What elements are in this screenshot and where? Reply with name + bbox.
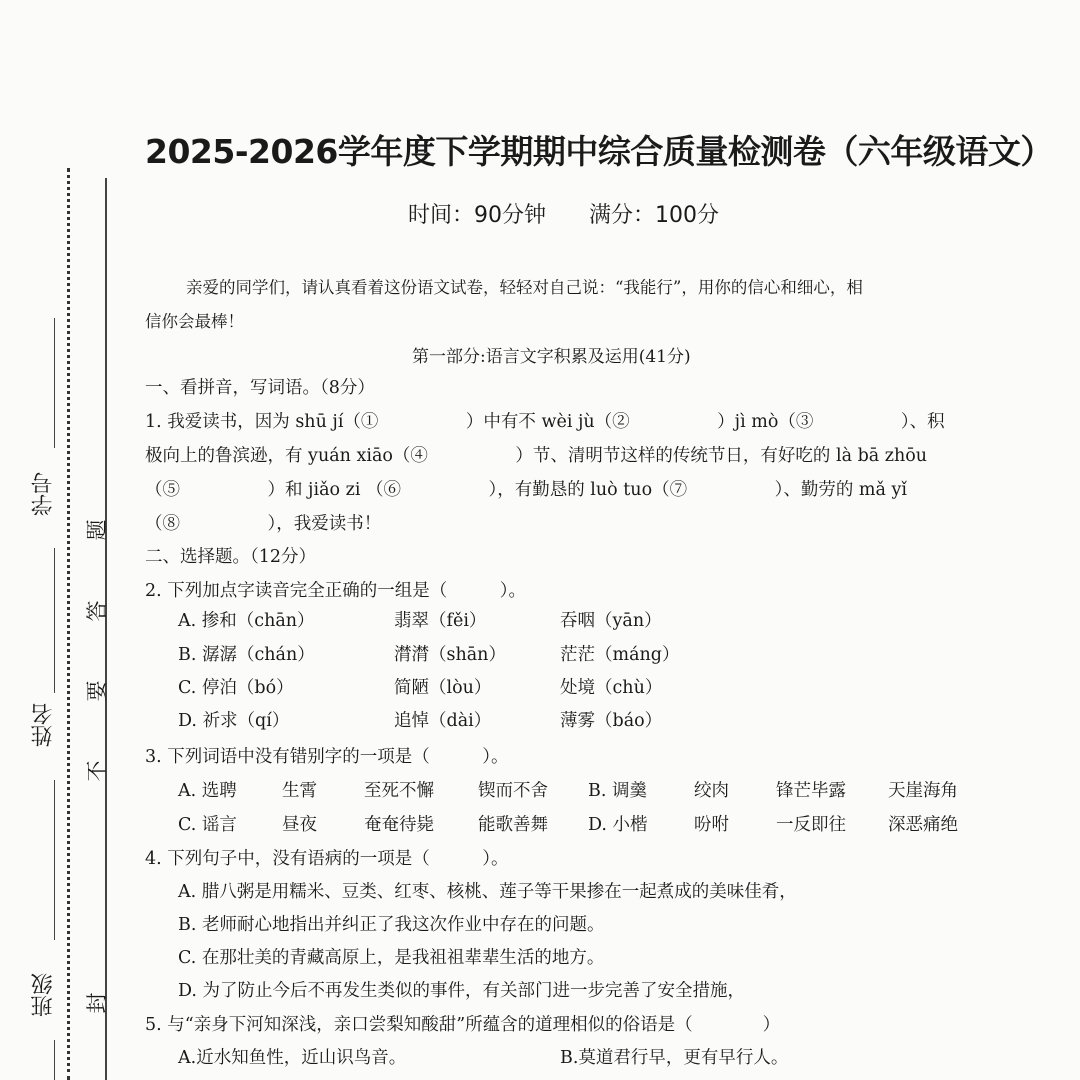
q3-word: 一反即往 — [776, 815, 846, 835]
q4-option: A. 腊八粥是用糯米、豆类、红枣、核桃、莲子等干果掺在一起煮成的美味佳肴， — [178, 882, 797, 902]
q3-word: 吩咐 — [694, 815, 729, 835]
q1-line: 极向上的鲁滨逊，有 yuán xiāo（④ ）节、清明节这样的传统节日，有好吃的 là bā zhōu — [145, 446, 928, 466]
q2-option: 茫茫（máng） — [560, 645, 680, 665]
q3-word: 深恶痛绝 — [888, 815, 958, 835]
student-id-label: 学号 — [31, 472, 56, 516]
q3-word: 天崖海角 — [888, 781, 958, 801]
q2-option: C. 停泊（bó） — [178, 678, 294, 698]
q3-word: 能歌善舞 — [478, 815, 548, 835]
q3-word: 昼夜 — [282, 815, 317, 835]
q1-line: （⑤ ）和 jiǎo zi （⑥ ），有勤恳的 luò tuo（⑦ ）、勤劳的 mǎ yǐ — [145, 480, 907, 500]
q2-option: 吞咽（yān） — [560, 611, 662, 631]
q2-option: 追悼（dài） — [394, 711, 492, 731]
margin-warning-char: 题 — [85, 519, 109, 541]
section-heading: 一、看拼音，写词语。（8分） — [145, 378, 375, 398]
binding-solid-line — [105, 178, 107, 1080]
q3-word: B. 调羹 — [588, 781, 647, 801]
name-label: 姓名 — [31, 703, 56, 747]
q3-word: 绞肉 — [694, 781, 729, 801]
exam-full-score: 满分：100分 — [589, 203, 719, 228]
q4-option: D. 为了防止今后不再发生类似的事件，有关部门进一步完善了安全措施， — [178, 981, 746, 1001]
q3-word: 生霄 — [282, 781, 317, 801]
q3-word: D. 小楷 — [588, 815, 648, 835]
q2-option-row — [178, 641, 680, 666]
q3-option-row — [178, 777, 958, 802]
exam-title: 2025-2026学年度下学期期中综合质量检测卷（六年级语文） — [145, 132, 1053, 171]
q2-option-row — [178, 674, 662, 699]
q5-option: B.莫道君行早，更有早行人。 — [560, 1048, 789, 1068]
q2-option: B. 潺潺（chán） — [178, 645, 315, 665]
class-label: 班级 — [31, 973, 56, 1017]
q2-option-row — [178, 607, 662, 632]
q4-option: C. 在那壮美的青藏高原上，是我祖祖辈辈生活的地方。 — [178, 948, 605, 968]
q3-word: 锲而不舍 — [478, 781, 548, 801]
binding-dotted-line — [67, 168, 70, 1080]
margin-warning-char: 封 — [85, 992, 109, 1014]
q5-stem: 5. 与“亲身下河知深浅，亲口尝梨知酸甜”所蕴含的道理相似的俗语是（ ） — [145, 1015, 781, 1035]
q2-option: A. 掺和（chān） — [178, 611, 315, 631]
exam-time: 时间：90分钟 — [408, 203, 546, 228]
intro-line: 亲爱的同学们，请认真看着这份语文试卷，轻轻对自己说：“我能行”，用你的信心和细心，相 — [186, 278, 863, 297]
q3-word: A. 选聘 — [178, 781, 237, 801]
q2-option: 简陋（lòu） — [394, 678, 492, 698]
q2-option: D. 祈求（qí） — [178, 711, 290, 731]
margin-warning-char: 不 — [85, 760, 109, 782]
q3-stem: 3. 下列词语中没有错别字的一项是（ ）。 — [145, 747, 509, 767]
q3-option-row — [178, 811, 958, 836]
q2-option: 处境（chù） — [560, 678, 663, 698]
class-blank — [54, 780, 55, 940]
name-blank — [54, 548, 55, 693]
q3-word: 至死不懈 — [364, 781, 434, 801]
q3-word: 锋芒毕露 — [776, 781, 846, 801]
q1-line: 1. 我爱读书，因为 shū jí（① ）中有不 wèi jù（② ）jì mò（③ ）、积 — [145, 412, 945, 432]
q3-word: C. 谣言 — [178, 815, 237, 835]
q2-option: 翡翠（fěi） — [394, 611, 487, 631]
q2-option: 薄雾（báo） — [560, 711, 663, 731]
q4-stem: 4. 下列句子中，没有语病的一项是（ ）。 — [145, 849, 509, 869]
extra-blank — [54, 1040, 55, 1080]
q2-stem: 2. 下列加点字读音完全正确的一组是（ ）。 — [145, 581, 527, 601]
q2-option-row — [178, 707, 662, 732]
q2-option: 潸潸（shān） — [394, 645, 506, 665]
margin-warning-char: 答 — [85, 600, 109, 622]
q1-line: （⑧ ），我爱读书！ — [145, 514, 382, 534]
part-heading: 第一部分:语言文字积累及运用(41分) — [412, 347, 691, 367]
exam-meta — [408, 198, 755, 229]
student-id-blank — [54, 318, 55, 448]
q3-word: 奄奄待毙 — [364, 815, 434, 835]
q4-option: B. 老师耐心地指出并纠正了我这次作业中存在的问题。 — [178, 915, 605, 935]
q5-option: A.近水知鱼性，近山识鸟音。 — [178, 1048, 407, 1068]
margin-warning-char: 要 — [85, 680, 109, 702]
intro-line: 信你会最棒！ — [145, 312, 244, 331]
q5-option-row — [178, 1044, 788, 1069]
section-heading: 二、选择题。（12分） — [145, 547, 317, 567]
